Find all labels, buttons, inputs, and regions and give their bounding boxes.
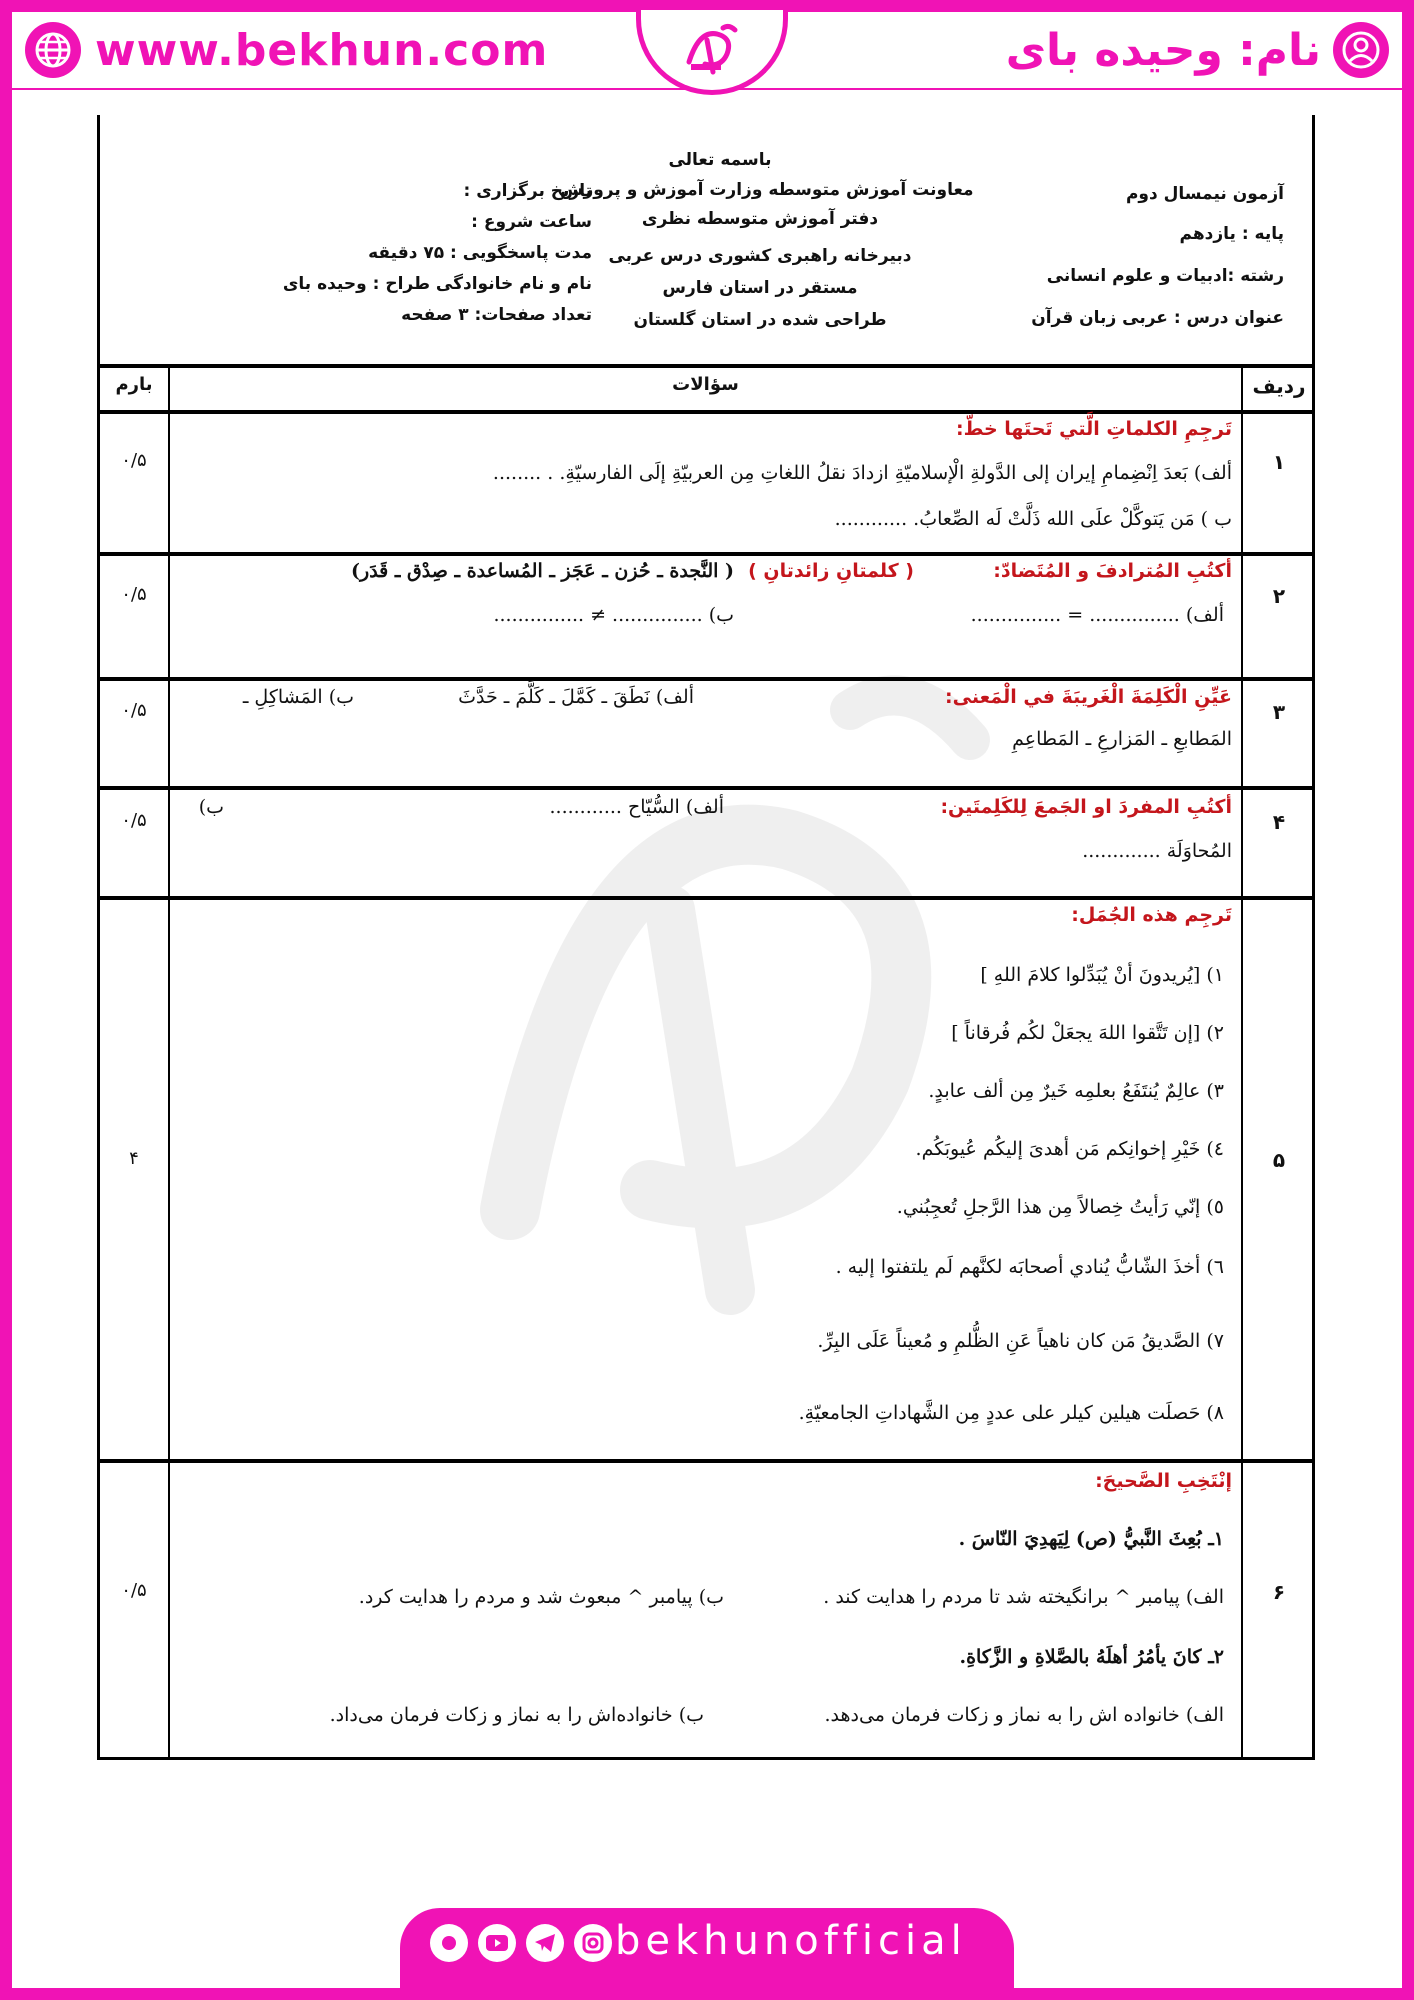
header-row-number: ردیف [1252,374,1306,398]
bismillah: باسمه تعالی [668,150,772,170]
question-title: تَرجِمِ الکلماتِ الَّتي تَحتَها خطّ: [956,418,1232,440]
row-rule-4 [97,896,1315,900]
instagram-icon[interactable] [574,1924,612,1962]
question-score: ۰/۵ [121,700,147,721]
option-line: ب) پیامبر ^ مبعوث شد و مردم را هدایت کرد. [358,1586,724,1608]
social-footer [400,1908,1014,1988]
question-line: ب) [198,796,224,818]
question-line: ٢ـ كانَ يأمُرُ أهلَهُ بالصَّلاةِ و الزَّكاةِ. [959,1646,1224,1668]
page-count: تعداد صفحات: ۳ صفحه [401,305,592,325]
row-rule-2 [97,677,1315,681]
header-questions: سؤالات [672,374,739,395]
question-line: ٤) خَيْرِ إخوانِكم مَن أهدىَ إليكُم عُيوبَكُم. [915,1138,1224,1160]
start-time: ساعت شروع : [471,212,592,232]
table-header-rule [97,410,1315,414]
question-line: ألف) نَطَقَ ـ كَمَّلَ ـ كَلَّمَ ـ حَدَّثَ [458,686,694,708]
header-score: بارم [115,374,153,395]
question-line: ألف) بَعدَ اِنْضِمامِ إيران إلى الدَّولةِ الْإسلاميّةِ ازدادَ نقلُ اللغاتِ مِن العربيّةِ إلَى الفارسيّةِ. . ........ [492,462,1232,484]
question-number: ۳ [1272,700,1286,724]
question-number: ۵ [1272,1148,1286,1172]
exam-header [100,118,1312,364]
question-line: ب) المَشاكِلِ ـ [242,686,354,708]
question-line: ٢) [إن تَتَّقوا اللهَ يجعَلْ لكُم فُرقاناً ] [951,1022,1224,1044]
question-score: ۰/۵ [121,1580,147,1601]
question-title: أكتُبِ المُترادفَ و المُتَضادّ: [993,560,1232,582]
question-title: عَيِّنِ الْكَلِمَةَ الْغَريبَةَ في الْمَعنى: [945,686,1232,708]
student-name-text: نام: وحیده بای [1005,24,1321,76]
question-line: المَطابعِ ـ المَزارعِ ـ المَطاعِمِ [1012,728,1232,750]
website-link[interactable] [25,22,548,78]
ministry: معاونت آموزش متوسطه وزارت آموزش و پرورش [560,180,974,200]
answer-line: ألف) ............... = ............... [970,604,1224,626]
office: دفتر آموزش متوسطه نظری [641,209,879,229]
row-rule-5 [97,1459,1315,1463]
answer-line: ب) ............... ≠ ............... [493,604,734,626]
question-line: ٧) الصَّديقُ مَن كان ناهياً عَنِ الظُّلمِ و مُعيناً عَلَى البِرِّ. [817,1330,1224,1352]
question-number: ۴ [1272,810,1286,834]
question-title: أكتُبِ المفردَ او الجَمعَ لِلكَلِمتَين: [940,796,1232,818]
question-number: ۲ [1272,584,1286,608]
user-icon [1333,22,1389,78]
social-handle[interactable]: bekhunofficial [615,1918,967,1964]
question-title: إنْتَخِبِ الصَّحيحَ: [1095,1470,1232,1492]
question-line: ١ـ بُعِثَ النَّبيُّ (ص) لِيَهدِيَ النّاسَ . [958,1528,1224,1550]
score-column-rule [168,366,170,1760]
secretariat: دبیرخانه راهبری کشوری درس عربی [608,246,912,266]
question-note: ( كلمتانِ زائدتانِ ) [748,560,914,582]
designer-name: نام و نام خانوادگی طراح : وحیده بای [282,274,592,294]
designed-location: طراحی شده در استان گلستان [633,310,887,330]
option-line: الف) پیامبر ^ برانگیخته شد تا مردم را هدایت کند . [823,1586,1224,1608]
question-line: ٥) إنّي رَأيتُ خِصالاً مِن هذا الرَّجلِ تُعجِبُني. [896,1196,1224,1218]
telegram-icon[interactable] [526,1924,564,1962]
question-score: ۰/۵ [121,584,147,605]
question-score: ۴ [129,1148,139,1169]
question-line: ١) [يُريدونَ أنْ يُبَدِّلوا كلامَ اللهِ ] [980,964,1224,986]
grade: پایه : یازدهم [1179,224,1284,244]
question-line: ٣) عالِمٌ يُنتَفَعُ بعلمِه خَيرٌ مِن ألف عابدٍ. [928,1080,1224,1102]
secretariat-location: مستقر در استان فارس [662,278,858,298]
exam-title: آزمون نیمسال دوم [1125,184,1284,204]
question-title: تَرجِم هذه الجُمَل: [1071,904,1232,926]
question-line: المُحاوَلَة ............. [1082,840,1232,862]
question-score: ۰/۵ [121,450,147,471]
student-name [1006,22,1389,78]
website-text: www.bekhun.com [95,24,549,76]
question-line: ٨) حَصلَت هيلين كيلر على عددٍ مِن الشَّهاداتِ الجامعيّةِ. [798,1402,1224,1424]
exam-date: تاریخ برگزاری : [463,181,592,201]
row-rule-1 [97,552,1315,556]
table-top-rule [97,364,1315,368]
aparat-icon[interactable] [430,1924,468,1962]
youtube-icon[interactable] [478,1924,516,1962]
field: رشته :ادبیات و علوم انسانی [1046,266,1284,286]
question-score: ۰/۵ [121,810,147,831]
option-line: الف) خانواده اش را به نماز و زکات فرمان می‌دهد. [824,1704,1224,1726]
globe-icon [25,22,81,78]
row-rule-3 [97,786,1315,790]
question-line: ٦) أخذَ الشّابُّ يُنادي أصحابَه لكنَّهم لَم يلتفتوا إليه . [835,1256,1224,1278]
option-line: ب) خانواده‌اش را به نماز و زکات فرمان می‌داد. [329,1704,704,1726]
question-line: ب ) مَن يَتوكَّلْ علَى الله ذَلَّتْ لَه الصِّعابُ. ............ [834,508,1232,530]
course-title: عنوان درس : عربی زبان قرآن [1031,308,1284,328]
question-number: ۱ [1272,450,1286,474]
question-number: ۶ [1272,1580,1286,1604]
social-icons [430,1924,612,1962]
duration: مدت پاسخگویی : ۷۵ دقیقه [368,243,592,263]
row-column-rule [1241,366,1243,1760]
question-word-bank: ( النَّجدة ـ حُزن ـ عَجَز ـ المُساعدة ـ صِدْق ـ قَدَر) [351,560,734,582]
question-line: ألف) السُّيّاح ............ [549,796,724,818]
